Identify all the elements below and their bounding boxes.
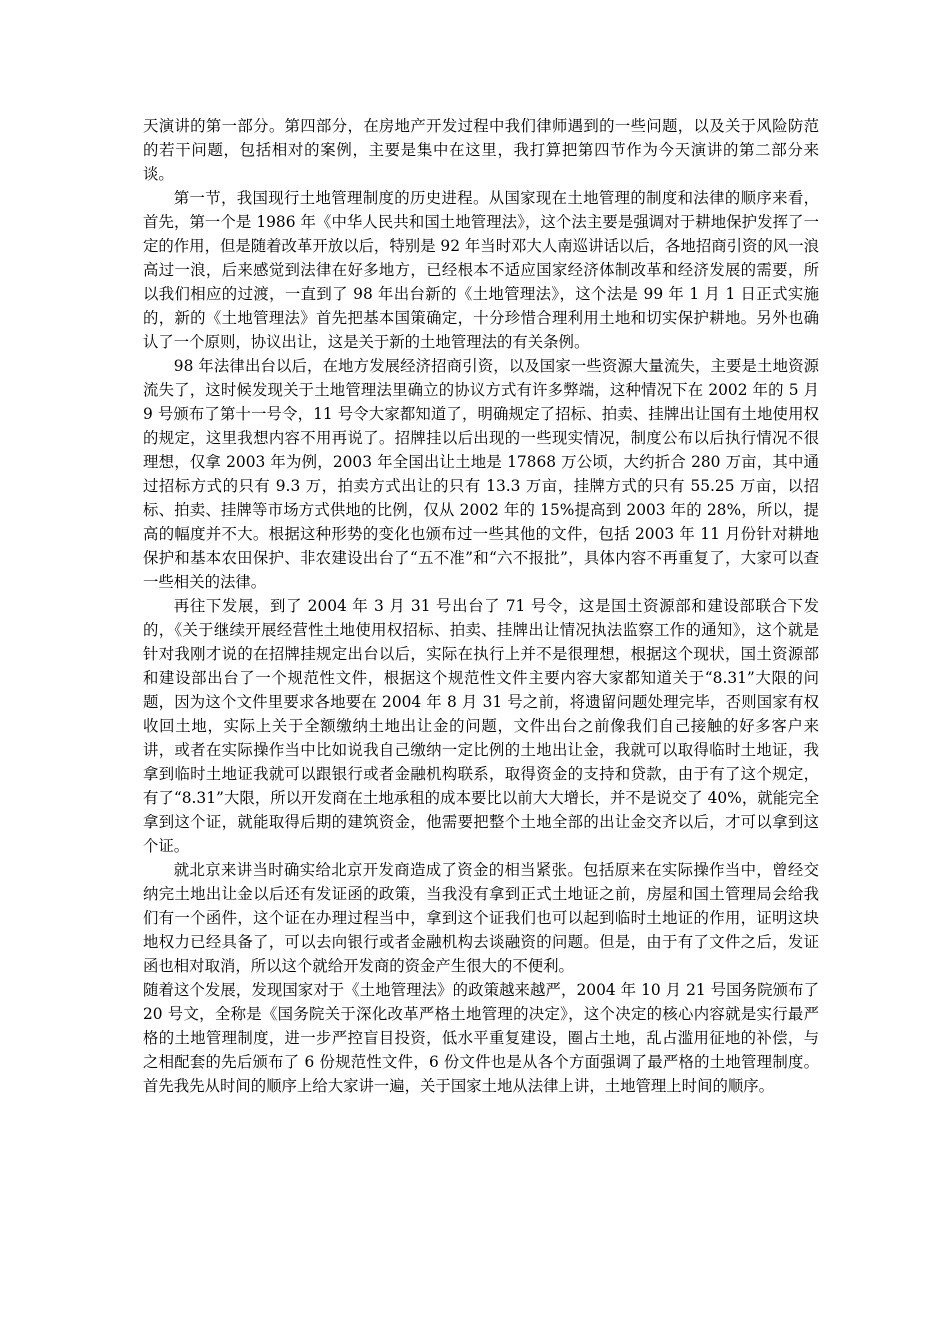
paragraph-state-council: 随着这个发展，发现国家对于《土地管理法》的政策越来越严，2004 年 10 月 21 号国务院颁布了 20 号文，全称是《国务院关于深化改革严格土地管理的决定》，这个决定的核心内容就是实行最严格的土地管理制度，进一步严控盲目投资，低水平重复建设，圈占土地，乱占滥用征地的补偿，与之相配套的先后颁布了 6 份规范性文件，6 份文件也是从各个方面强调了最严格的土地管理制度。首先我先从时间的顺序上给大家讲一遍，关于国家土地从法律上讲，土地管理上时间的顺序。 bbox=[143, 981, 819, 1095]
document-page bbox=[143, 114, 819, 1098]
paragraph-intro: 天演讲的第一部分。第四部分，在房地产开发过程中我们律师遇到的一些问题，以及关于风险防范的若干问题，包括相对的案例，主要是集中在这里，我打算把第四节作为今天演讲的第二部分来谈。 bbox=[143, 117, 819, 183]
paragraph-section-one: 第一节，我国现行土地管理制度的历史进程。从国家现在土地管理的制度和法律的顺序来看，首先，第一个是 1986 年《中华人民共和国土地管理法》，这个法主要是强调对于耕地保护发挥了一定的作用，但是随着改革开放以后，特别是 92 年当时邓大人南巡讲话以后，各地招商引资的风一浪高过一浪，后来感觉到法律在好多地方，已经根本不适应国家经济体制改革和经济发展的需要，所以我们相应的过渡，一直到了 98 年出台新的《土地管理法》，这个法是 99 年 1 月 1 日正式实施的，新的《土地管理法》首先把基本国策确定，十分珍惜合理利用土地和切实保护耕地。另外也确认了一个原则，协议出让，这是关于新的土地管理法的有关条例。 bbox=[143, 189, 819, 351]
paragraph-beijing: 就北京来讲当时确实给北京开发商造成了资金的相当紧张。包括原来在实际操作当中，曾经交纳完土地出让金以后还有发证函的政策，当我没有拿到正式土地证之前，房屋和国土管理局会给我们有一个函件，这个证在办理过程当中，拿到这个证我们也可以起到临时土地证的作用，证明这块地权力已经具备了，可以去向银行或者金融机构去谈融资的问题。但是，由于有了文件之后，发证函也相对取消，所以这个就给开发商的资金产生很大的不便利。 bbox=[143, 861, 819, 975]
paragraph-order-71: 再往下发展，到了 2004 年 3 月 31 号出台了 71 号令，这是国土资源部和建设部联合下发的，《关于继续开展经营性土地使用权招标、拍卖、挂牌出让情况执法监察工作的通知》，这个就是针对我刚才说的在招牌挂规定出台以后，实际在执行上并不是很理想，根据这个现状，国土资源部和建设部出台了一个规范性文件，根据这个规范性文件主要内容大家都知道关于“8.31”大限的问题，因为这个文件里要求各地要在 2004 年 8 月 31 号之前，将遗留问题处理完毕，否则国家有权收回土地，实际上关于全额缴纳土地出让金的问题，文件出台之前像我们自己接触的好多客户来讲，或者在实际操作当中比如说我自己缴纳一定比例的土地出让金，我就可以取得临时土地证，我拿到临时土地证我就可以跟银行或者金融机构联系，取得资金的支持和贷款，由于有了这个规定，有了“8.31”大限，所以开发商在土地承租的成本要比以前大大增长，并不是说交了 40%，就能完全拿到这个证，就能取得后期的建筑资金，他需要把整个土地全部的出让金交齐以后，才可以拿到这个证。 bbox=[143, 597, 819, 855]
paragraph-1998-law: 98 年法律出台以后，在地方发展经济招商引资，以及国家一些资源大量流失，主要是土地资源流失了，这时候发现关于土地管理法里确立的协议方式有许多弊端，这种情况下在 2002 年的 5 月 9 号颁布了第十一号令，11 号令大家都知道了，明确规定了招标、拍卖、挂牌出让国有土地使用权的规定，这里我想内容不用再说了。招牌挂以后出现的一些现实情况，制度公布以后执行情况不很理想，仅拿 2003 年为例，2003 年全国出让土地是 17868 万公顷，大约折合 280 万亩，其中通过招标方式的只有 9.3 万，拍卖方式出让的只有 13.3 万亩，挂牌方式的只有 55.25 万亩，以招标、拍卖、挂牌等市场方式供地的比例，仅从 2002 年的 15%提高到 2003 年的 28%，所以，提高的幅度并不大。根据这种形势的变化也颁布过一些其他的文件，包括 2003 年 11 月份针对耕地保护和基本农田保护、非农建设出台了“五不准”和“六不报批”，具体内容不再重复了，大家可以查一些相关的法律。 bbox=[143, 357, 819, 591]
